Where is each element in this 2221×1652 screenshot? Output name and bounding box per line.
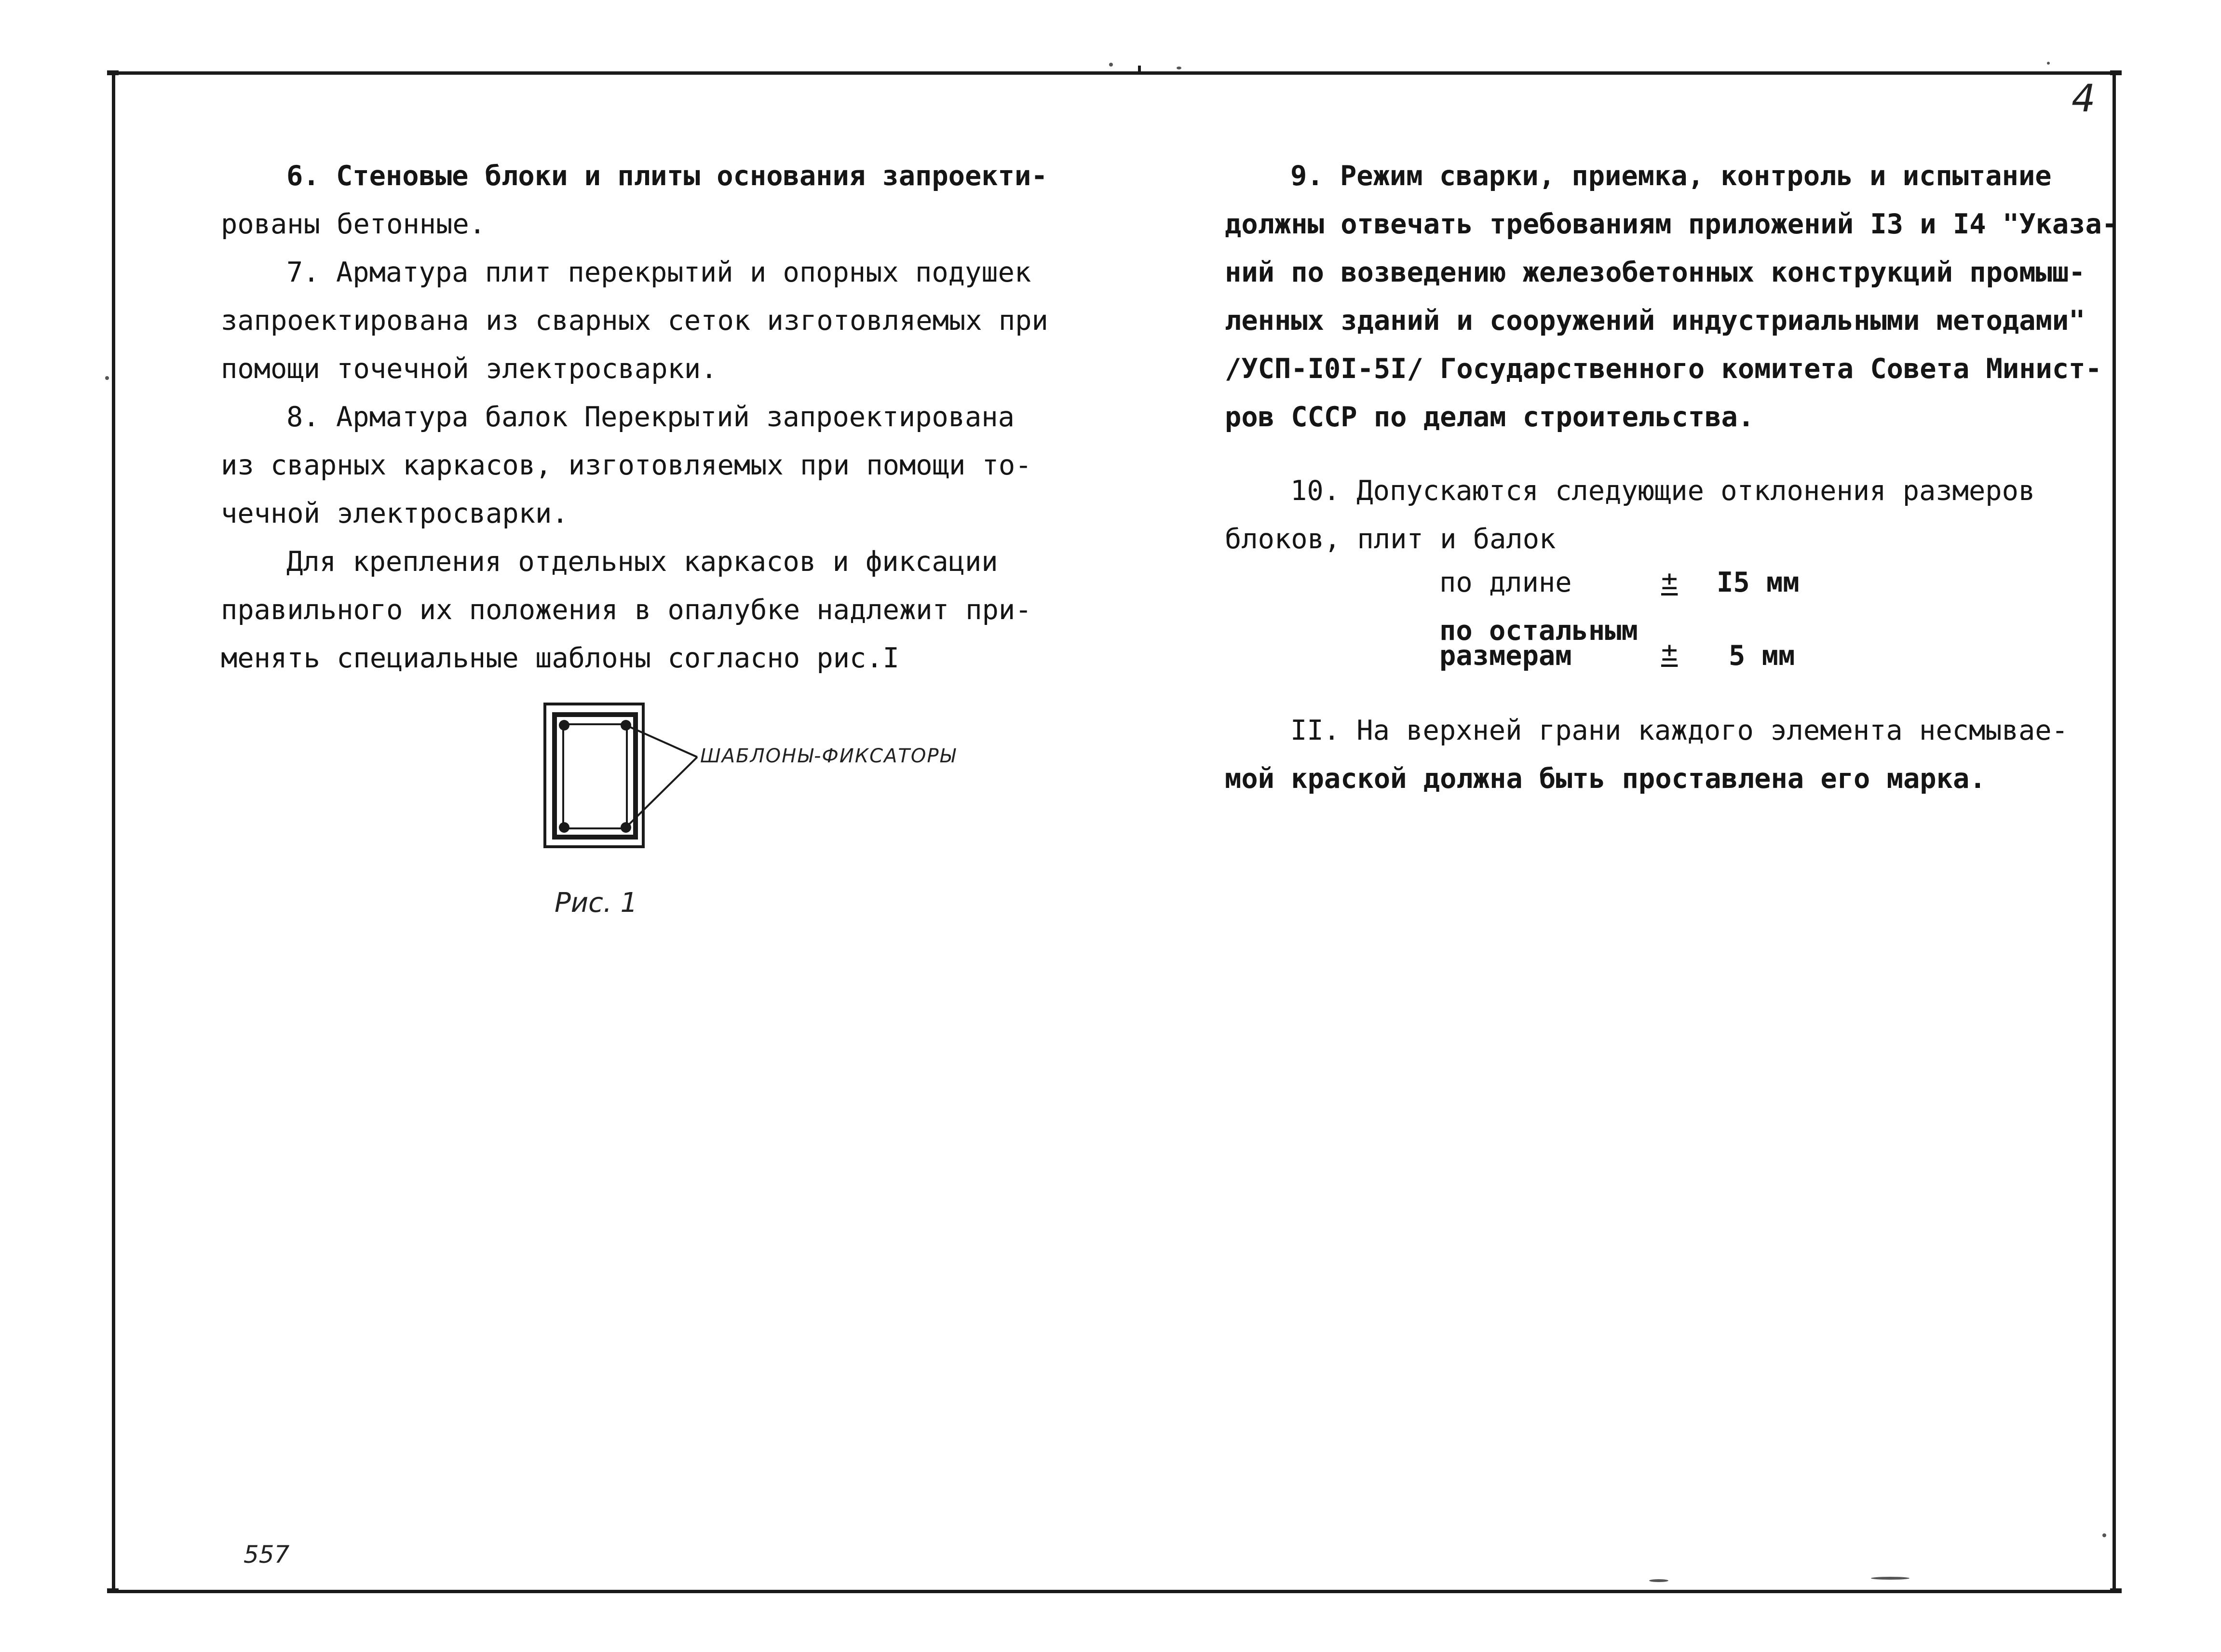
deviation-length-sign: ±: [1661, 564, 1678, 596]
paragraph-9-line-6: ров СССР по делам строительства.: [1225, 401, 1755, 433]
scan-speck: [1871, 1577, 1910, 1580]
paragraph-7-line-2: запроектирована из сварных сеток изготовляемых при: [221, 305, 1048, 337]
deviation-other-label-line-1: по остальным: [1439, 615, 1638, 647]
scan-speck: [1109, 63, 1113, 67]
paragraph-8b-line-2: правильного их положения в опалубке надлежит при-: [221, 594, 1032, 626]
frame-tick-top-mid: [1138, 66, 1141, 72]
paragraph-8-line-3: чечной электросварки.: [221, 498, 569, 529]
paragraph-8b-line-3: менять специальные шаблоны согласно рис.I: [221, 642, 899, 674]
scan-speck: [105, 376, 109, 380]
frame-tick-top-left: [107, 70, 119, 75]
deviation-length-value: I5 мм: [1717, 567, 1800, 598]
deviation-other-sign: ±: [1661, 636, 1678, 667]
figure-cage-contour: [563, 724, 627, 828]
frame-tick-top-right: [2110, 70, 2122, 75]
paragraph-11-line-2: мой краской должна быть проставлена его марка.: [1225, 763, 1986, 795]
paragraph-7-line-1: 7. Арматура плит перекрытий и опорных подушек: [286, 257, 1031, 288]
page-number: 4: [2072, 77, 2096, 121]
figure-caption: Рис. 1: [555, 887, 638, 919]
deviation-other-value: 5 мм: [1729, 640, 1795, 672]
paragraph-7-line-3: помощи точечной электросварки.: [221, 353, 718, 385]
paragraph-11-line-1: II. На верхней грани каждого элемента несмываe-: [1290, 715, 2068, 746]
right-column: [1225, 152, 2118, 441]
paragraph-9-line-1: 9. Режим сварки, приемка, контроль и испытание: [1290, 160, 2052, 192]
paragraph-10: [1225, 467, 2035, 563]
left-column: [221, 152, 1048, 682]
paragraph-10-line-1: 10. Допускаются следующие отклонения размеров: [1290, 475, 2035, 507]
paragraph-6-line-2: рованы бетонные.: [221, 208, 486, 240]
scan-speck: [1177, 67, 1181, 69]
frame-tick-bottom-right: [2110, 1588, 2122, 1593]
bottom-number: 557: [244, 1541, 290, 1569]
scan-speck: [2047, 62, 2050, 65]
deviation-length-label: по длине: [1439, 567, 1572, 598]
scan-speck: [2102, 1533, 2106, 1537]
paragraph-8-line-2: из сварных каркасов, изготовляемых при помощи то-: [221, 449, 1032, 481]
deviation-other-label-line-2: размерам: [1439, 640, 1572, 672]
paragraph-8-line-1: 8. Арматура балок Перекрытий запроектирована: [286, 401, 1015, 433]
paragraph-6-line-1: 6. Стеновые блоки и плиты основания запроекти-: [286, 160, 1048, 192]
figure-label: ШАБЛОНЫ-ФИКСАТОРЫ: [700, 745, 957, 767]
paragraph-10-line-2: блоков, плит и балок: [1225, 523, 1556, 555]
paragraph-9-line-2: должны отвечать требованиям приложений I3 и I4 "Указа-: [1225, 208, 2119, 240]
rebar-bottom-left: [559, 822, 569, 833]
paragraph-9-line-3: ний по возведению железобетонных конструкций промыш-: [1225, 257, 2086, 288]
paragraph-11: [1225, 706, 2068, 803]
paragraph-9-line-5: /УСП-I0I-5I/ Государственного комитета Совета Минист-: [1225, 353, 2102, 385]
figure-inner-contour: [555, 715, 636, 837]
scan-speck: [1649, 1579, 1668, 1582]
frame-tick-bottom-left: [107, 1588, 119, 1593]
figure-1-drawing: [535, 694, 998, 853]
rebar-top-left: [559, 720, 569, 731]
paragraph-8b-line-1: Для крепления отдельных каркасов и фиксации: [286, 546, 998, 578]
paragraph-9-line-4: ленных зданий и сооружений индустриальными методами": [1225, 305, 2086, 337]
